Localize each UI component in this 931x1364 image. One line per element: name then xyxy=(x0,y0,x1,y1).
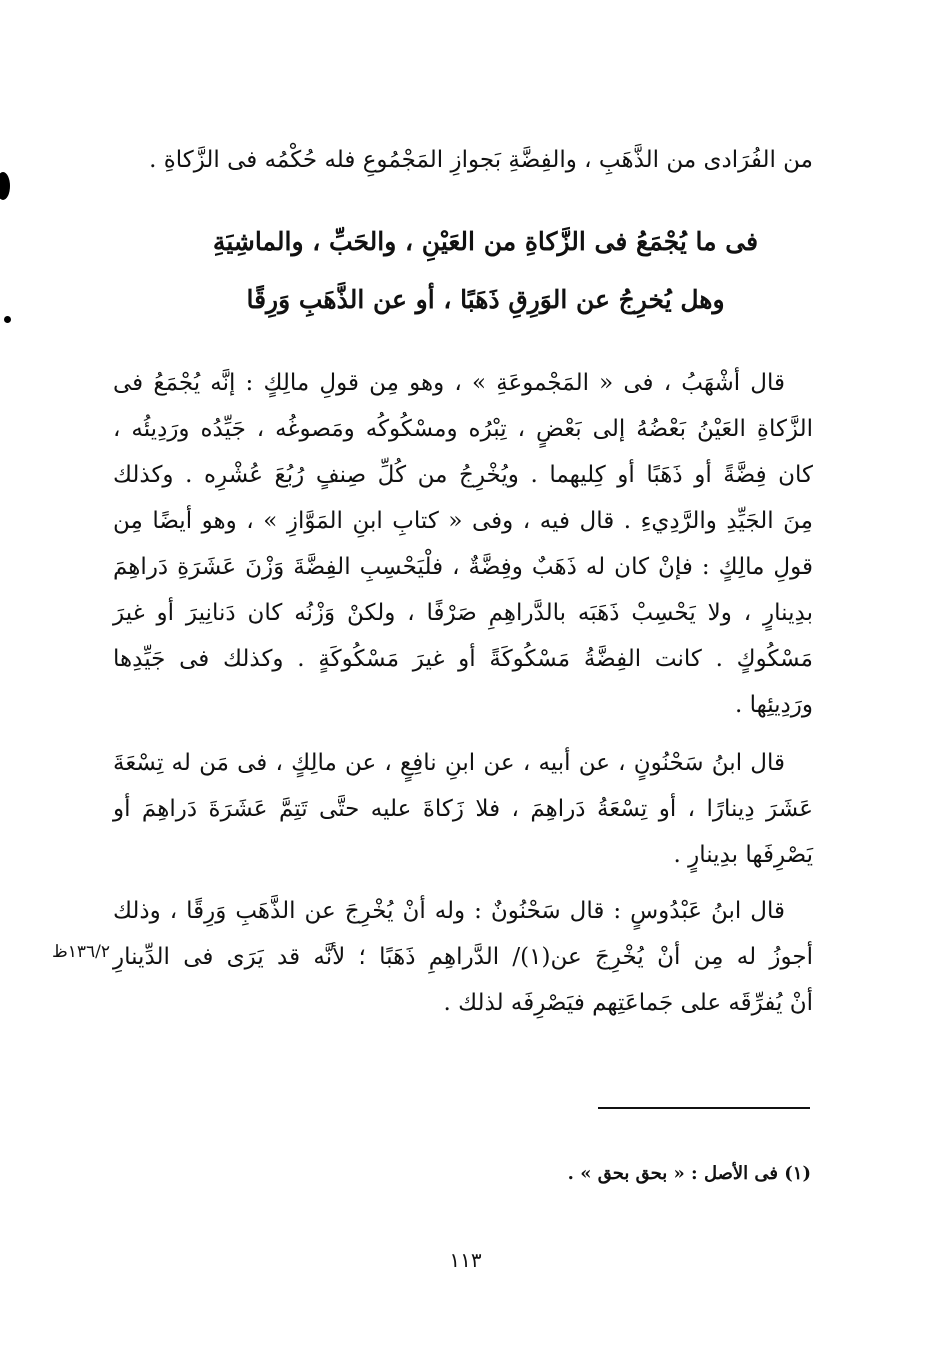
paragraph-1-line-5: قولِ مالِكٍ : فإنْ كان له ذَهَبٌ وفِضَّةٌ ، فلْيَحْسِبِ الفِضَّةَ وَزْنَ عَشَرَةِ دَراهِمَ xyxy=(113,554,813,580)
manuscript-folio-reference: ١٣٦/٢ظ xyxy=(52,942,110,962)
paragraph-3-line-2: أجوزُ له مِن أنْ يُخْرِجَ عن(١)/ الدَّراهِمِ ذَهَبًا ؛ لأنَّه قد يَرَى فى الدِّينارِ xyxy=(113,944,813,970)
paragraph-2-line-1: قال ابنُ سَحْنُونٍ ، عن أبيه ، عن ابنِ نافِعٍ ، عن مالِكٍ ، فى مَن له تِسْعَةَ xyxy=(113,750,785,776)
section-heading-line-2: وهل يُخرِجُ عن الوَرِقِ ذَهَبًا ، أو عن الذَّهَبِ وَرِقًا xyxy=(246,285,725,314)
paragraph-1-line-6: بدِينارٍ ، ولا يَحْسِبْ ذَهَبَه بالدَّراهِمِ صَرْفًا ، ولكنْ وَزْنُه كان دَنانِيرَ أو غيرَ xyxy=(113,600,813,626)
paragraph-2-line-3: يَصْرِفَها بدِينارٍ . xyxy=(673,842,813,868)
paragraph-1-line-8: ورَدِيئِها . xyxy=(734,692,813,718)
paragraph-1-line-4: مِنَ الجَيِّدِ والرَّدِيءِ . قال فيه ، وفى « كتابِ ابنِ المَوَّازِ » ، وهو أيضًا مِن xyxy=(113,508,813,534)
paragraph-1-line-7: مَسْكُوكٍ . كانت الفِضَّةُ مَسْكُوكَةً أو غيرَ مَسْكُوكَةٍ . وكذلك فى جَيِّدِها xyxy=(113,646,813,672)
section-heading-line-1: فى ما يُجْمَعُ فى الزَّكاةِ من العَيْنِ ، والحَبِّ ، والماشِيَةِ xyxy=(212,227,759,256)
paragraph-1-line-2: الزَّكاةِ العَيْنُ بَعْضُهُ إلى بَعْضٍ ، تِبْرُه ومسْكُوكُه ومَصوغُه ، جَيِّدُه ورَدِيئُه ، xyxy=(113,416,813,442)
paragraph-3-line-3: أنْ يُفرِّقَه على جَماعَتِهم فيَصْرِفَه لذلك . xyxy=(443,990,813,1016)
page-number: ١١٣ xyxy=(449,1248,482,1272)
ink-dot-mark xyxy=(4,316,11,323)
paragraph-1-line-3: كان فِضَّةً أو ذَهَبًا أو كِليهما . ويُخْرِجُ من كُلِّ صِنفٍ رُبُعَ عُشْرِه . وكذلك xyxy=(113,462,813,488)
continuation-line: من الفُرَادى من الذَّهَبِ ، والفِضَّةِ بَجوازِ المَجْمُوعِ فله حُكْمُه فى الزَّكاةِ . xyxy=(149,147,813,173)
paragraph-3-line-1: قال ابنُ عَبْدُوسٍ : قال سَحْنُونٌ : وله أنْ يُخْرِجَ عن الذَّهَبِ وَرِقًا ، وذلك xyxy=(113,898,785,924)
paragraph-2-line-2: عَشَرَ دِينارًا ، أو تِسْعَةُ دَراهِمَ ، فلا زَكاةَ عليه حتَّى تَتِمَّ عَشَرَةَ دَراهِمَ أو xyxy=(113,796,813,822)
footnote: (١) فى الأصل : « بحق بحق » . xyxy=(567,1163,811,1184)
paragraph-1-line-1: قال أشْهَبُ ، فى « المَجْموعَةِ » ، وهو مِن قولِ مالِكٍ : إنَّه يُجْمَعُ فى xyxy=(113,370,785,396)
ink-blot-mark xyxy=(0,172,10,200)
footnote-separator xyxy=(598,1107,810,1109)
